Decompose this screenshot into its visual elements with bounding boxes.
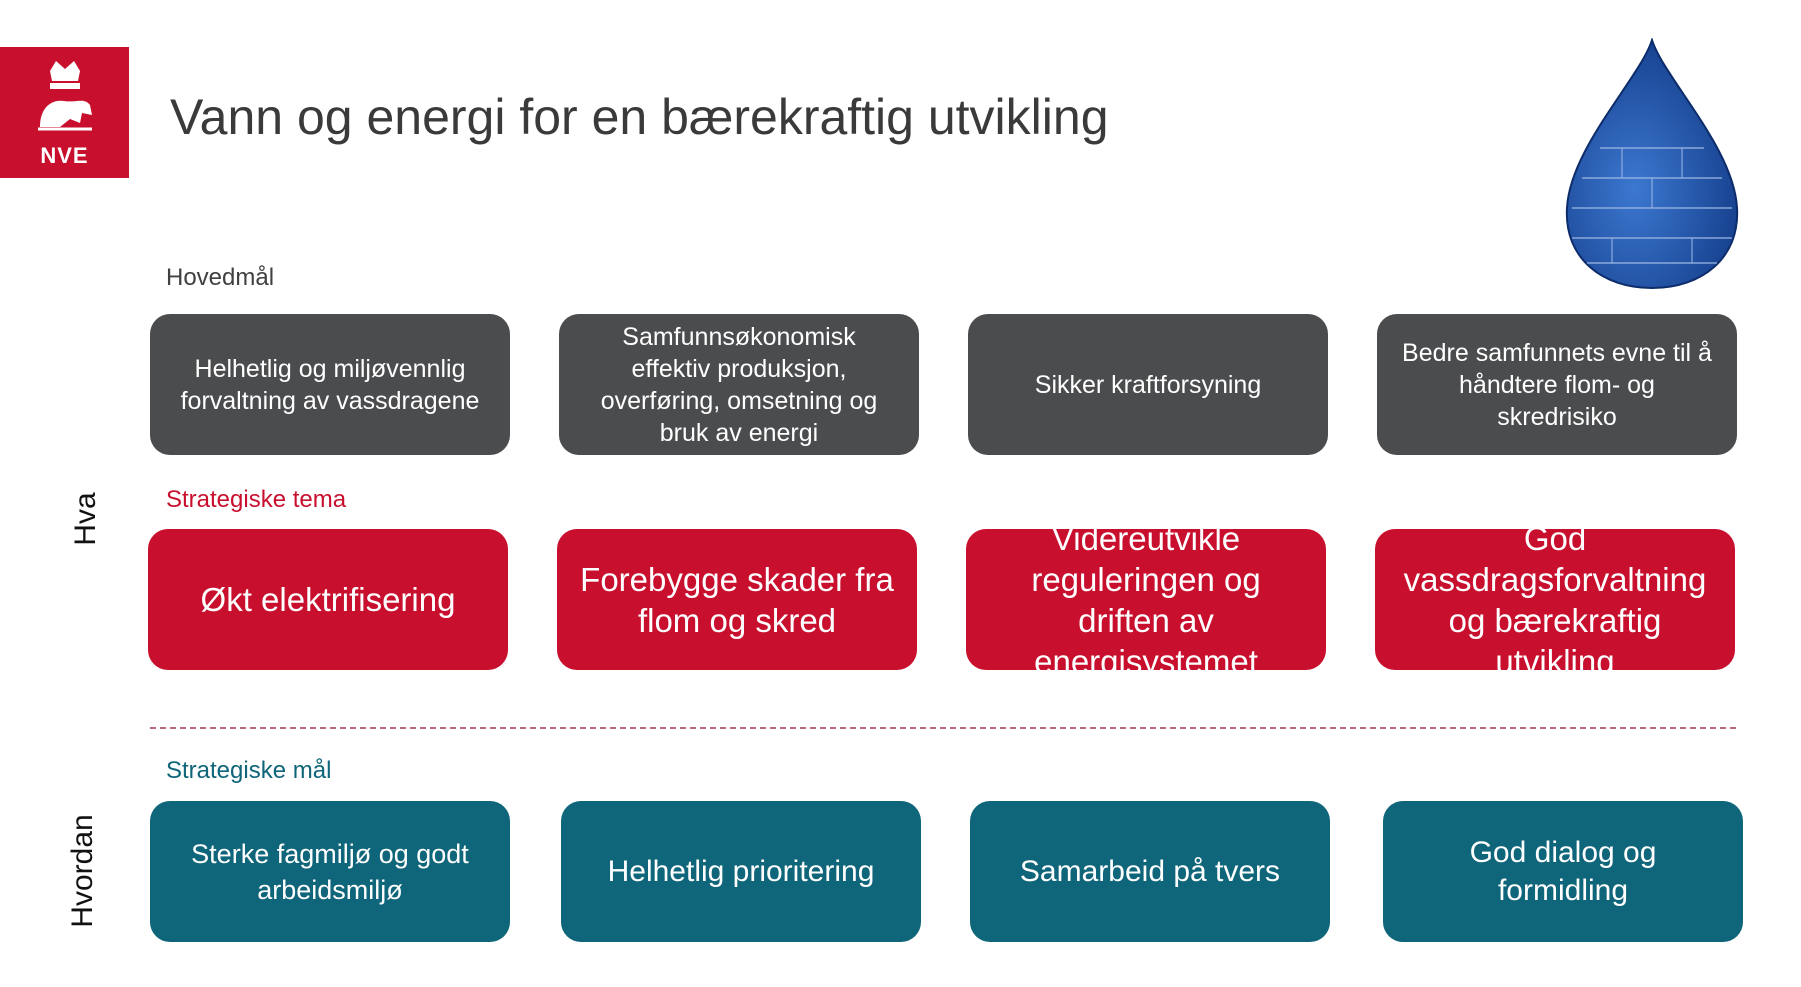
- theme-text: Forebygge skader fra flom og skred: [580, 560, 894, 639]
- theme-box-4: [1375, 519, 1735, 680]
- theme-box-3: [966, 519, 1326, 680]
- section-divider: [150, 727, 1736, 729]
- goal-box-1: [150, 314, 510, 455]
- theme-box-1: [148, 529, 508, 670]
- logo-text: NVE: [40, 143, 89, 168]
- nve-logo: [0, 47, 129, 178]
- aim-text: God dialog og formidling: [1469, 835, 1657, 907]
- theme-box-2: [557, 529, 917, 670]
- aim-box-4: [1383, 801, 1743, 942]
- goal-text: Samfunnsøkonomisk effektiv produksjon, overføring, omsetning og bruk av energi: [600, 322, 878, 447]
- aim-box-2: [561, 801, 921, 942]
- theme-text: God vassdragsforvaltning og bærekraftig utvikling: [1403, 519, 1707, 680]
- aim-box-3: [970, 801, 1330, 942]
- water-drop-icon: [1552, 38, 1752, 293]
- crown-lion-emblem-icon: [30, 57, 100, 137]
- page-title: Vann og energi for en bærekraftig utvikling: [170, 89, 1109, 145]
- goal-box-4: [1377, 314, 1737, 455]
- goal-text: Bedre samfunnets evne til å håndtere flom- og skredrisiko: [1402, 338, 1712, 431]
- aim-text: Helhetlig prioritering: [607, 854, 875, 888]
- aim-text: Sterke fagmiljø og godt arbeidsmiljø: [191, 838, 469, 905]
- strategiske-mal-label: Strategiske mål: [166, 757, 332, 784]
- goal-text: Sikker kraftforsyning: [1034, 370, 1262, 399]
- hovedmal-label: Hovedmål: [166, 264, 275, 291]
- goal-box-3: [968, 314, 1328, 455]
- strategiske-tema-label: Strategiske tema: [166, 486, 347, 513]
- hva-label: Hva: [69, 492, 102, 546]
- goal-text: Helhetlig og miljøvennlig forvaltning av vassdragene: [180, 354, 480, 415]
- aim-text: Samarbeid på tvers: [1019, 854, 1281, 888]
- goal-box-2: [559, 314, 919, 455]
- aim-box-1: [150, 801, 510, 942]
- hvordan-label: Hvordan: [66, 814, 99, 928]
- theme-text: Videreutvikle reguleringen og driften av energisystemet: [1031, 519, 1261, 680]
- theme-text: Økt elektrifisering: [200, 581, 456, 618]
